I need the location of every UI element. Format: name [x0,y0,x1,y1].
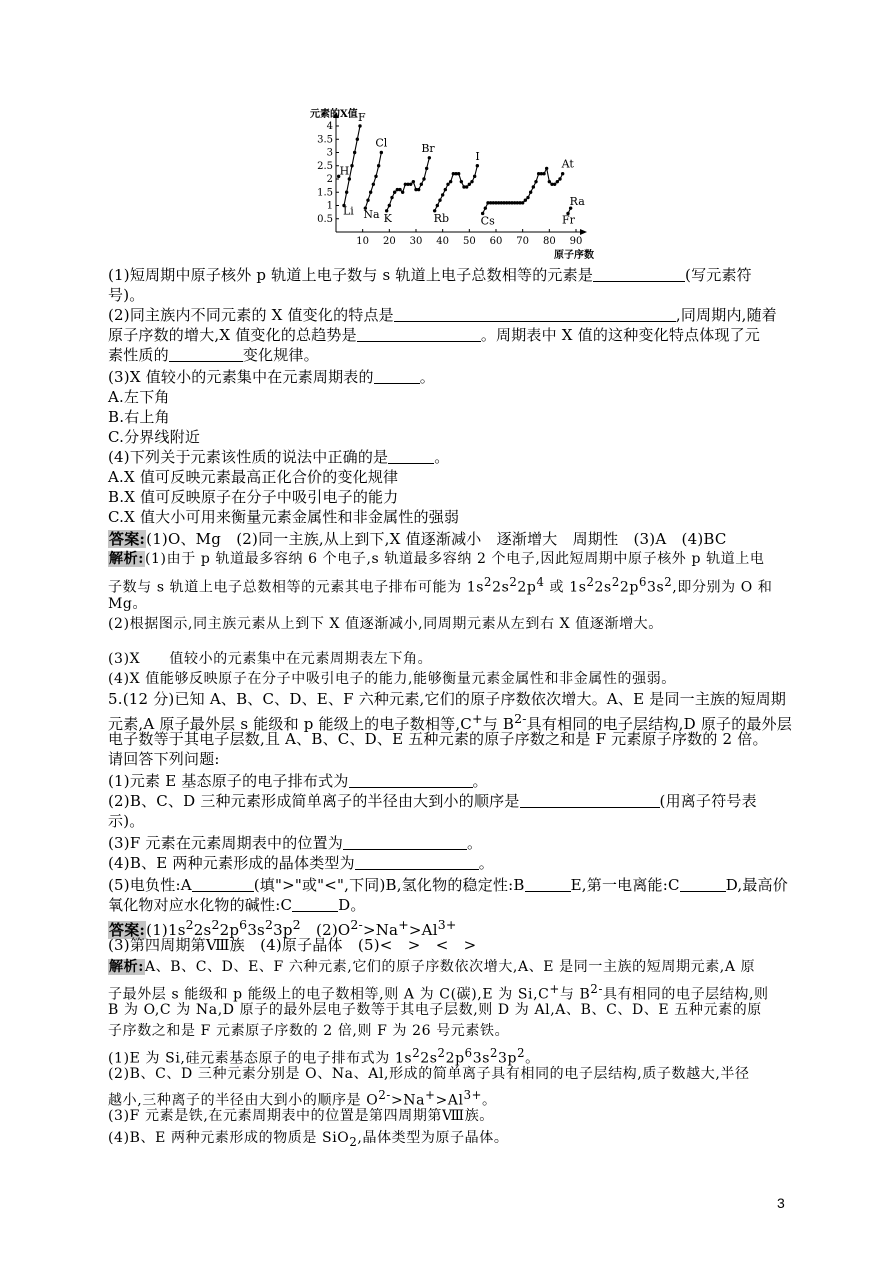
data-point [558,177,561,180]
question-5: 5.(12 分)已知 A、B、C、D、E、F 六种元素,它们的原子序数依次增大。A、E 是同一主族的短周期 [108,690,787,708]
data-point [446,183,449,186]
data-point [524,199,527,202]
data-point [436,204,439,207]
electronegativity-chart [306,104,596,266]
data-point [428,156,431,159]
x-axis-label: 原子序数 [554,250,594,261]
data-point [449,180,452,183]
data-point [444,188,447,191]
y-tick-label: 2 [326,174,333,185]
data-point [468,183,471,186]
y-axis-label: 元素的X值 [310,109,358,120]
explanation-line-3: Mg。 [108,596,148,612]
data-point [473,175,476,178]
question-1: (1)短周期中原子核外 p 轨道上电子数与 s 轨道上电子总数相等的元素是 (写元素符 [108,266,752,284]
element-label: Fr [562,213,575,227]
x-tick-label: 20 [382,236,396,247]
element-label: Na [363,208,380,222]
answer-block-4: 答案:(1)O、Mg (2)同一主族,从上到下,X 值逐渐减小 逐渐增大 周期性 (3)A (4)BC [109,530,727,548]
x-tick-label: 10 [356,236,370,247]
page-number: 3 [777,1195,785,1211]
explanation-5-4: (4)B、E 两种元素形成的物质是 SiO$_2$,晶体类型为原子晶体。 [108,1130,509,1149]
data-point [460,180,463,183]
x-tick-label: 50 [462,236,476,247]
answer-tag: 答案: [109,530,146,548]
question-5-1: (1)元素 E 基态原子的电子排布式为 。 [108,772,488,790]
data-point [529,191,532,194]
explanation-5-line-4: 子序数之和是 F 元素原子序数的 2 倍,则 F 为 26 号元素铁。 [108,1023,510,1039]
question-5-2: (2)B、C、D 三种元素形成简单离子的半径由大到小的顺序是 (用离子符号表 [108,792,757,810]
data-point [526,196,529,199]
data-point [353,151,356,154]
data-point [412,180,415,183]
question-3: (3)X 值较小的元素集中在元素周期表的 。 [108,368,435,386]
data-point [545,167,548,170]
question-5-2-cont: 示)。 [108,812,145,830]
question-2-cont2: 素性质的 变化规律。 [108,346,319,364]
explanation-line-4: (2)根据图示,同主族元素从上到下 X 值逐渐减小,同周期元素从左到右 X 值逐渐增大。 [108,616,663,632]
explanation-5-3: (3)F 元素是铁,在元素周期表中的位置是第四周期第Ⅷ族。 [108,1108,494,1124]
answer-block-5-cont: (3)第四周期第Ⅷ族 (4)原子晶体 (5)< > < > [108,936,477,954]
explanation-tag: 解析: [109,959,144,975]
question-5-4: (4)B、E 两种元素形成的晶体类型为 。 [108,854,494,872]
question-2: (2)同主族内不同元素的 X 值变化的特点是 ,同周期内,随着 [108,306,778,324]
explanation-5-2-cont: 越小,三种离子的半径由大到小的顺序是 $O^{2-}>Na^+>Al^{3+}$。 [108,1088,497,1109]
element-label: Rb [433,211,449,225]
data-point [465,185,468,188]
data-point [393,191,396,194]
data-point [470,180,473,183]
explanation-line-5: (3)X 值较小的元素集中在元素周期表左下角。 [108,651,433,667]
y-tick-label: 0.5 [317,213,333,225]
x-tick-label: 30 [409,236,423,247]
data-point [556,180,559,183]
data-point [441,193,444,196]
explanation-line-6: (4)X 值能够反映原子在分子中吸引电子的能力,能够衡量元素金属性和非金属性的强弱。 [108,671,676,687]
answer-block-5: 答案$:(1)1s^22s^22p^63s^23p^2$ $(2)O^{2-}>Na^+>Al^{3+}$ [109,917,457,939]
explanation-5-line-2: 子最外层 s 能级和 p 能级上的电子数相等,则 A 为 C(碳),E 为 Si,C+与 $B^{2-}$具有相同的电子层结构,则 [108,982,769,1003]
explanation-line-2: 子数与 s 轨道上电子总数相等的元素其电子排布可能为 $1s^22s^22p^4$ 或 $1s^22s^22p^63s^2$,即分别为 O 和 [108,575,773,596]
x-tick-label: 60 [489,236,503,247]
explanation-5-1: (1)E 为 Si,硅元素基态原子的电子排布式为 $1s^22s^22p^63s^23p^2$。 [108,1046,540,1067]
question-5-5-cont: 氧化物对应水化物的碱性:C D。 [108,896,366,914]
data-point [398,188,401,191]
explanation-5-2: (2)B、C、D 三种元素分别是 O、Na、Al,形成的简单离子具有相同的电子层结构,质子数越大,半径 [108,1066,750,1082]
data-point [345,191,348,194]
data-point [369,191,372,194]
question-4: (4)下列关于元素该性质的说法中正确的是 。 [108,448,450,466]
element-label: H [339,164,350,178]
explanation-5-line-3: B 为 O,C 为 Na,D 原子的最外层电子数等于其电子层数,则 D 为 Al,A、B、C、D、E 五种元素的原 [108,1002,762,1018]
data-point [476,164,479,167]
question-5-cont3: 请回答下列问题: [108,750,220,768]
element-label: Cs [480,214,495,228]
question-1-cont: 号)。 [108,286,145,304]
x-tick-label: 80 [542,236,556,247]
question-5-cont: 元素,A 原子最外层 s 能级和 p 能级上的电子数相等,C+与 $B^{2-}$具有相同的电子层结构,D 原子的最外层 [108,711,793,733]
data-point [356,138,359,141]
data-point [457,172,460,175]
x-axis-arrow [580,229,587,235]
data-point [388,204,391,207]
data-point [561,172,564,175]
question-2-cont: 原子序数的增大,X 值变化的总趋势是 。周期表中 X 值的这种变化特点体现了元 [108,326,761,344]
data-point [401,191,404,194]
option-3b: B.右上角 [108,408,170,426]
option-4c: C.X 值大小可用来衡量元素金属性和非金属性的强弱 [108,508,460,526]
answer-tag: 答案: [109,921,146,939]
data-point [372,183,375,186]
data-point [521,201,524,204]
element-label: F [358,111,366,124]
y-tick-label: 4 [326,121,333,132]
x-tick-label: 40 [436,236,450,247]
data-point [542,172,545,175]
data-point [417,188,420,191]
explanation-block-4: 解析:(1)由于 p 轨道最多容纳 6 个电子,s 轨道最多容纳 2 个电子,因此短周期中原子核外 p 轨道上电 [109,551,765,567]
y-tick-label: 3.5 [317,134,333,146]
element-label: Li [343,204,354,218]
data-point [484,206,487,209]
question-5-3: (3)F 元素在元素周期表中的位置为 。 [108,834,483,852]
x-tick-label: 90 [569,236,583,247]
data-point [380,151,383,154]
data-point [422,177,425,180]
data-point [425,167,428,170]
y-tick-label: 2.5 [317,160,333,172]
data-point [358,124,361,127]
question-5-5: (5)电负性:A (填">"或"<",下同)B,氢化物的稳定性:B E,第一电离能:C D,最高价 [108,876,788,894]
data-point [534,180,537,183]
y-tick-label: 1.5 [317,187,333,199]
element-label: K [383,211,392,225]
data-point [548,180,551,183]
data-point [438,199,441,202]
element-label: Ra [569,195,585,209]
option-3c: C.分界线附近 [108,428,201,446]
data-point [409,183,412,186]
question-5-cont2: 电子数等于其电子层数,且 A、B、C、D、E 五种元素的原子序数之和是 F 元素原子序数的 2 倍。 [108,730,768,748]
data-point [350,164,353,167]
series-line [483,168,563,213]
option-4b: B.X 值可反映原子在分子中吸引电子的能力 [108,488,399,506]
y-tick-label: 1 [326,200,333,212]
data-point [532,185,535,188]
option-4a: A.X 值可反映元素最高正化合价的变化规律 [108,468,399,486]
element-label: At [561,157,574,171]
element-label: Br [421,141,435,155]
data-point [348,177,351,180]
data-point [390,196,393,199]
y-tick-label: 3 [326,147,333,159]
data-point [377,164,380,167]
data-point [366,199,369,202]
data-point [553,183,556,186]
data-point [420,183,423,186]
element-label: I [475,149,480,163]
data-point [374,175,377,178]
option-3a: A.左下角 [108,388,170,406]
element-label: Cl [375,136,388,150]
explanation-tag: 解析: [109,551,144,567]
explanation-block-5: 解析:A、B、C、D、E、F 六种元素,它们的原子序数依次增大,A、E 是同一主族的短周期元素,A 原 [109,959,756,975]
x-tick-label: 70 [516,236,530,247]
